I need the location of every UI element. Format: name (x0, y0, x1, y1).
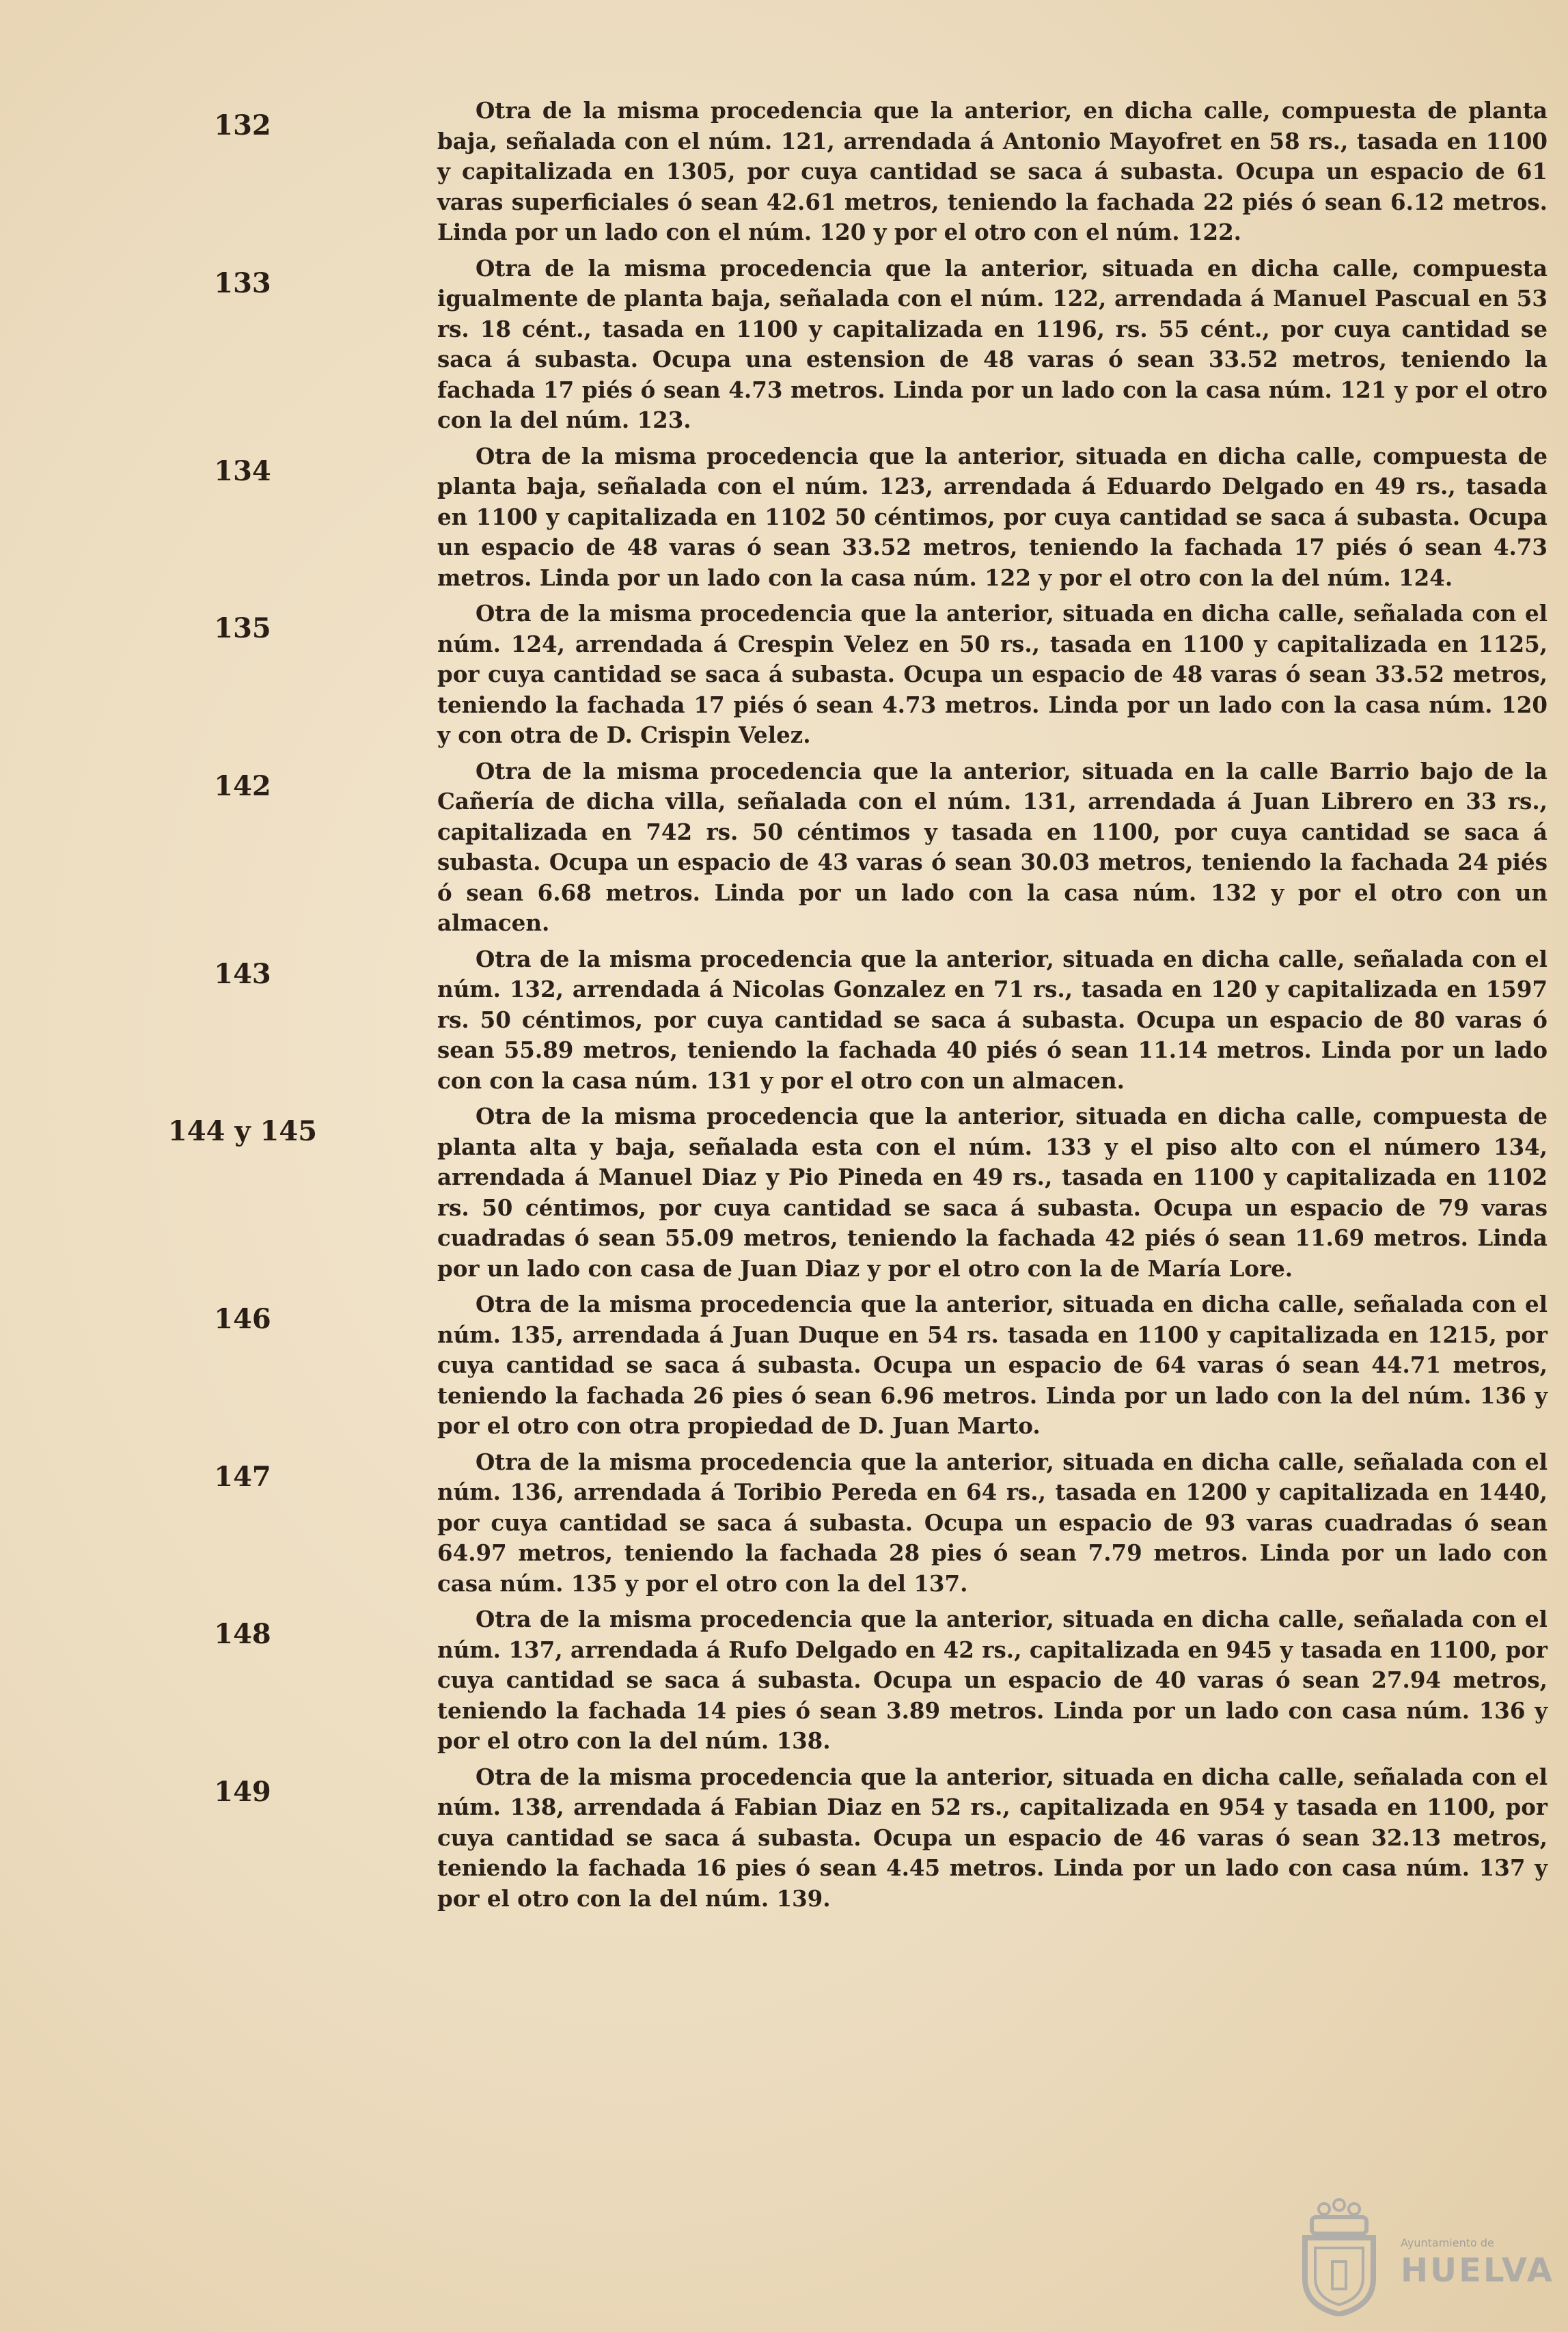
entry-text: Otra de la misma procedencia que la anterior, situada en dicha calle, compuesta igualmente de planta baja, señalada con el núm. 122, arrendada á Manuel Pascual en 53 rs. 18 cént., tasada en 1100 y capitalizada en 1196, rs. 55 cént., por cuya cantidad se saca á subasta. Ocupa una estension de 48 varas ó sean 33.52 metros, teniendo la fachada 17 piés ó sean 4.73 metros. Linda por un lado con la casa núm. 121 y por el otro con la del núm. 123. (437, 254, 1548, 433)
city-crest-icon (1284, 2197, 1394, 2316)
entry-133 (214, 253, 1548, 436)
entry-number: 142 (214, 769, 271, 802)
entry-147 (214, 1447, 1548, 1600)
entry-text: Otra de la misma procedencia que la anterior, situada en dicha calle, señalada con el núm. 124, arrendada á Crespin Velez en 50 rs., tasada en 1100 y capitalizada en 1125, por cuya cantidad se saca á subasta. Ocupa un espacio de 48 varas ó sean 33.52 metros, teniendo la fachada 17 piés ó sean 4.73 metros. Linda por un lado con la casa núm. 120 y con otra de D. Crispin Velez. (437, 600, 1548, 748)
entry-135 (214, 599, 1548, 751)
watermark-label: Ayuntamiento de (1401, 2236, 1494, 2249)
entry-number: 146 (214, 1303, 271, 1335)
entry-text: Otra de la misma procedencia que la anterior, situada en dicha calle, señalada con el núm. 135, arrendada á Juan Duque en 54 rs. tasada en 1100 y capitalizada en 1215, por cuya cantidad se saca á subasta. Ocupa un espacio de 64 varas ó sean 44.71 metros, teniendo la fachada 26 pies ó sean 6.96 metros. Linda por un lado con la del núm. 136 y por el otro con otra propiedad de D. Juan Marto. (437, 1291, 1548, 1439)
entry-text: Otra de la misma procedencia que la anterior, situada en dicha calle, señalada con el núm. 132, arrendada á Nicolas Gonzalez en 71 rs., tasada en 120 y capitalizada en 1597 rs. 50 céntimos, por cuya cantidad se saca á subasta. Ocupa un espacio de 80 varas ó sean 55.89 metros, teniendo la fachada 40 piés ó sean 11.14 metros. Linda por un lado con con la casa núm. 131 y por el otro con un almacen. (437, 945, 1548, 1094)
entry-number: 147 (214, 1460, 271, 1493)
entry-148 (214, 1604, 1548, 1757)
entry-144-145 (167, 1101, 1548, 1284)
entry-142 (214, 756, 1548, 939)
entry-text: Otra de la misma procedencia que la anterior, en dicha calle, compuesta de planta baja, señalada con el núm. 121, arrendada á Antonio Mayofret en 58 rs., tasada en 1100 y capitalizada en 1305, por cuya cantidad se saca á subasta. Ocupa un espacio de 61 varas superficiales ó sean 42.61 metros, teniendo la fachada 22 piés ó sean 6.12 metros. Linda por un lado con el núm. 120 y por el otro con el núm. 122. (437, 97, 1548, 245)
entry-146 (214, 1289, 1548, 1442)
entry-text: Otra de la misma procedencia que la anterior, situada en dicha calle, señalada con el núm. 136, arrendada á Toribio Pereda en 64 rs., tasada en 1200 y capitalizada en 1440, por cuya cantidad se saca á subasta. Ocupa un espacio de 93 varas cuadradas ó sean 64.97 metros, teniendo la fachada 28 pies ó sean 7.79 metros. Linda por un lado con casa núm. 135 y por el otro con la del 137. (437, 1448, 1548, 1597)
watermark-stamp (1284, 2197, 1554, 2316)
entry-text: Otra de la misma procedencia que la anterior, situada en dicha calle, señalada con el núm. 138, arrendada á Fabian Diaz en 52 rs., capitalizada en 954 y tasada en 1100, por cuya cantidad se saca á subasta. Ocupa un espacio de 46 varas ó sean 32.13 metros, teniendo la fachada 16 pies ó sean 4.45 metros. Linda por un lado con casa núm. 137 y por el otro con la del núm. 139. (437, 1763, 1548, 1912)
entry-number: 143 (214, 957, 271, 990)
entries-list (0, 96, 1568, 1919)
entry-number: 134 (214, 454, 271, 487)
entry-149 (214, 1762, 1548, 1915)
entry-text: Otra de la misma procedencia que la anterior, situada en dicha calle, señalada con el núm. 137, arrendada á Rufo Delgado en 42 rs., capitalizada en 945 y tasada en 1100, por cuya cantidad se saca á subasta. Ocupa un espacio de 40 varas ó sean 27.94 metros, teniendo la fachada 14 pies ó sean 3.89 metros. Linda por un lado con casa núm. 136 y por el otro con la del núm. 138. (437, 1606, 1548, 1754)
entry-number: 144 y 145 (167, 1115, 318, 1147)
entry-number: 132 (214, 109, 271, 141)
entry-number: 133 (214, 266, 271, 299)
entry-number: 148 (214, 1618, 271, 1650)
entry-text: Otra de la misma procedencia que la anterior, situada en dicha calle, compuesta de planta alta y baja, señalada esta con el núm. 133 y el piso alto con el número 134, arrendada á Manuel Diaz y Pio Pineda en 49 rs., tasada en 1100 y capitalizada en 1102 rs. 50 céntimos, por cuya cantidad se saca á subasta. Ocupa un espacio de 79 varas cuadradas ó sean 55.09 metros, teniendo la fachada 42 piés ó sean 11.69 metros. Linda por un lado con casa de Juan Diaz y por el otro con la de María Lore. (437, 1103, 1548, 1282)
watermark-name: HUELVA (1401, 2251, 1554, 2290)
entry-132 (214, 96, 1548, 248)
entry-text: Otra de la misma procedencia que la anterior, situada en la calle Barrio bajo de la Cañería de dicha villa, señalada con el núm. 131, arrendada á Juan Librero en 33 rs., capitalizada en 742 rs. 50 céntimos y tasada en 1100, por cuya cantidad se saca á subasta. Ocupa un espacio de 43 varas ó sean 30.03 metros, teniendo la fachada 24 piés ó sean 6.68 metros. Linda por un lado con la casa núm. 132 y por el otro con un almacen. (437, 757, 1548, 936)
entry-134 (214, 441, 1548, 594)
entry-number: 149 (214, 1775, 271, 1808)
entry-number: 135 (214, 612, 271, 644)
entry-text: Otra de la misma procedencia que la anterior, situada en dicha calle, compuesta de planta baja, señalada con el núm. 123, arrendada á Eduardo Delgado en 49 rs., tasada en 1100 y capitalizada en 1102 50 céntimos, por cuya cantidad se saca á subasta. Ocupa un espacio de 48 varas ó sean 33.52 metros, teniendo la fachada 17 piés ó sean 4.73 metros. Linda por un lado con la casa núm. 122 y por el otro con la del núm. 124. (437, 442, 1548, 591)
entry-143 (214, 944, 1548, 1097)
